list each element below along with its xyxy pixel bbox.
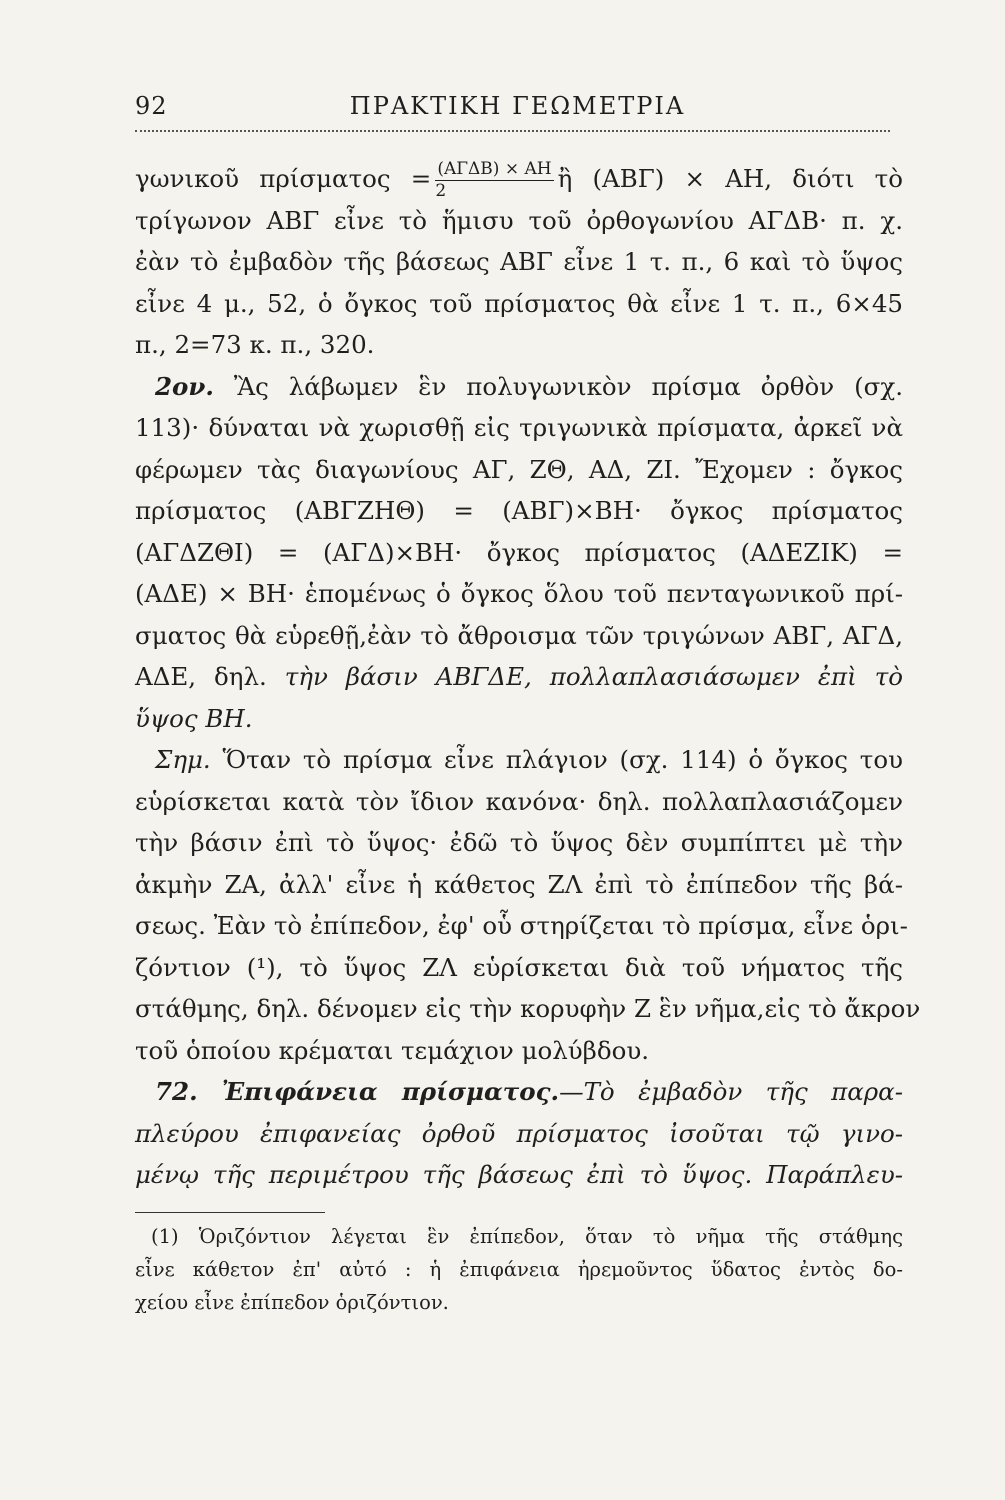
page-number: 92 — [135, 92, 168, 120]
text-line: τοῦ ὁποίου κρέμαται τεμάχιον μολύβδου. — [135, 1035, 650, 1065]
footnote-line: (1) Ὁριζόντιον λέγεται ἓν ἐπίπεδον, ὅταν τὸ νῆμα τῆς στάθμης — [151, 1225, 903, 1248]
page-header — [135, 88, 900, 128]
text-line: φέρωμεν τὰς διαγωνίους ΑΓ, ΖΘ, ΑΔ, ΖΙ. Ἔχομεν : ὄγκος — [135, 454, 903, 484]
text-line: εὑρίσκεται κατὰ τὸν ἴδιον κανόνα· δηλ. πολλαπλασιάζομεν — [135, 786, 903, 816]
text-italic: τὴν βάσιν ΑΒΓΔΕ, πολλαπλασιάσωμεν ἐπὶ τὸ — [284, 662, 903, 691]
text-line: (ΑΓΔΖΘΙ) = (ΑΓΔ)×ΒΗ· ὄγκος πρίσματος (ΑΔΕΖΙΚ) = — [135, 537, 903, 567]
text-line: (ΑΔΕ) × ΒΗ· ἑπομένως ὁ ὄγκος ὅλου τοῦ πενταγωνικοῦ πρί- — [135, 579, 903, 608]
fraction-denominator: 2 — [435, 181, 447, 201]
text-italic: πλεύρου ἐπιφανείας ὀρθοῦ πρίσματος ἰσοῦται τῷ γινο- — [135, 1118, 903, 1148]
formula-suffix: ἢ (ΑΒΓ) × ΑΗ, διότι τὸ — [557, 164, 903, 193]
text-italic: —Τὸ ἐμβαδὸν τῆς παρα- — [559, 1077, 903, 1106]
text-line — [135, 1113, 903, 1155]
text-line — [135, 739, 903, 781]
text-line: εἶνε 4 μ., 52, ὁ ὄγκος τοῦ πρίσματος θὰ εἶνε 1 τ. π., 6×45 — [135, 288, 903, 318]
text-line: σεως. Ἐὰν τὸ ἐπίπεδον, ἐφ' οὗ στηρίζεται τὸ πρίσμα, εἶνε ὁρι- — [135, 911, 908, 940]
text-line: ἀκμὴν ΖΑ, ἀλλ' εἶνε ἡ κάθετος ΖΛ ἐπὶ τὸ ἐπίπεδον τῆς βά- — [135, 869, 903, 899]
footnote — [135, 1220, 903, 1319]
footnote-line: εἶνε κάθετον ἐπ' αὐτό : ἡ ἐπιφάνεια ἠρεμοῦντος ὕδατος ἐντὸς δο- — [135, 1258, 903, 1281]
section-heading: 72. Ἐπιφάνεια πρίσματος. — [155, 1077, 560, 1106]
text-line: τὴν βάσιν ἐπὶ τὸ ὕψος· ἐδῶ τὸ ὕψος δὲν συμπίπτει μὲ τὴν — [135, 828, 903, 857]
fraction-numerator: (ΑΓΔΒ) × ΑΗ — [437, 159, 552, 179]
header-divider — [135, 130, 890, 132]
text-line — [135, 366, 903, 408]
text-italic: ὕψος ΒΗ. — [135, 703, 253, 733]
text-line: τρίγωνον ΑΒΓ εἶνε τὸ ἥμισυ τοῦ ὀρθογωνίου ΑΓΔΒ· π. χ. — [135, 205, 903, 235]
footnote-line: χείου εἶνε ἐπίπεδον ὁριζόντιον. — [135, 1291, 449, 1314]
volume-fraction — [435, 161, 553, 200]
text-line — [135, 698, 903, 740]
formula-prefix: γωνικοῦ πρίσματος = — [135, 164, 432, 193]
text-line: π., 2=73 κ. π., 320. — [135, 330, 375, 359]
text-plain: ΑΔΕ, δηλ. — [135, 662, 267, 691]
running-title: ΠΡΑΚΤΙΚΗ ΓΕΩΜΕΤΡΙΑ — [349, 92, 686, 120]
text-line — [135, 656, 903, 698]
case-label: 2ον. — [155, 371, 214, 401]
note-label: Σημ. — [155, 745, 211, 774]
main-text — [135, 158, 921, 1196]
text-line — [135, 158, 903, 200]
text-line: 113)· δύναται νὰ χωρισθῇ εἰς τριγωνικὰ πρίσματα, ἀρκεῖ νὰ — [135, 413, 903, 442]
text-italic: μένῳ τῆς περιμέτρου τῆς βάσεως ἐπὶ τὸ ὕψος. Παράπλευ- — [135, 1160, 903, 1189]
text-line: στάθμης, δηλ. δένομεν εἰς τὴν κορυφὴν Ζ ἓν νῆμα,εἰς τὸ ἄκρον — [135, 994, 921, 1023]
text-line: σματος θὰ εὑρεθῇ,ἐὰν τὸ ἄθροισμα τῶν τριγώνων ΑΒΓ, ΑΓΔ, — [135, 620, 903, 650]
note-text: Ὅταν τὸ πρίσμα εἶνε πλάγιον (σχ. 114) ὁ ὄγκος του — [222, 745, 903, 774]
footnote-divider — [135, 1212, 325, 1213]
text-line: πρίσματος (ΑΒΓΖΗΘ) = (ΑΒΓ)×ΒΗ· ὄγκος πρίσματος — [135, 496, 903, 525]
text-line: ἐὰν τὸ ἐμβαδὸν τῆς βάσεως ΑΒΓ εἶνε 1 τ. π., 6 καὶ τὸ ὕψος — [135, 247, 903, 276]
section-heading-line — [135, 1071, 903, 1113]
case-text: Ἂς λάβωμεν ἓν πολυγωνικὸν πρίσμα ὀρθὸν (σχ. — [233, 371, 903, 401]
text-line — [135, 1154, 903, 1196]
text-line: ζόντιον (¹), τὸ ὕψος ΖΛ εὑρίσκεται διὰ τοῦ νήματος τῆς — [135, 952, 903, 982]
